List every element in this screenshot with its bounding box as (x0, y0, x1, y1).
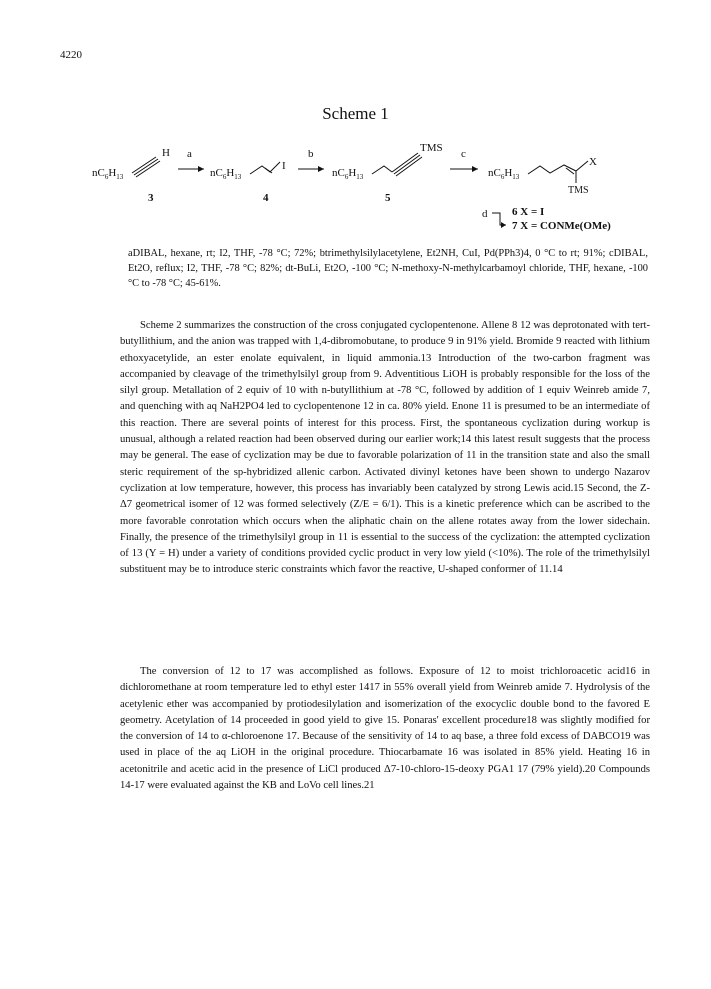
paragraph-2-text: The conversion of 12 to 17 was accomplished as follows. Exposure of 12 to moist trichloroacetic acid16 in dichloromethane at room temperature led to ethyl ester 1417 in 55% overall yield from Weinreb amide 7. Hydrolysis of the acetylenic ether was accompanied by protiodesilylation and isomerization of the exocyclic double bond to the favored E geometry. Acetylation of 14 proceeded in good yield to give 15. Ponaras' excellent procedure18 was slightly modified for the conversion of 14 to α-chloroenone 17. Because of the sensitivity of 14 to aq base, a three fold excess of DABCO19 was used in place of the aq LiOH in the original procedure. Thiocarbamate 16 was isolated in 85% yield. Heating 16 in acetonitrile and acetic acid in the presence of LiCl produced Δ7-10-chloro-15-deoxy PGA1 17 (79% yield).20 Compounds 14-17 were evaluated against the KB and LoVo cell lines.21 (120, 666, 650, 792)
compound-4-chain: $nC_6H_{13}$ (210, 167, 242, 181)
paragraph-2 (120, 664, 650, 794)
arrow-head (198, 166, 204, 172)
scheme-title: Scheme 1 (322, 104, 389, 123)
step-label-d: d (482, 208, 488, 220)
product-6: 6 X = I (512, 206, 545, 218)
page-number: 4220 (60, 49, 82, 61)
compound-label-4: 4 (263, 192, 269, 204)
atom-h: H (162, 147, 170, 159)
atom-tms-top: TMS (420, 142, 443, 154)
step-label-c: c (461, 148, 466, 160)
compound-3-chain: $nC_6H_{13}$ (92, 167, 124, 181)
arrow-head (472, 166, 478, 172)
product-7: 7 X = CONMe(OMe) (512, 220, 611, 232)
arrow-head (501, 222, 506, 228)
compound-label-3: 3 (148, 192, 154, 204)
reaction-scheme (80, 135, 640, 240)
diene-bond (528, 161, 588, 174)
paragraph-1 (120, 318, 650, 579)
step-label-b: b (308, 148, 314, 160)
step-label-a: a (187, 148, 192, 160)
atom-tms-bottom: TMS (568, 185, 589, 196)
paragraph-1-text: Scheme 2 summarizes the construction of the cross conjugated cyclopentenone. Allene 8 12 was deprotonated with tert-butyllithium, and the anion was trapped with 1,4-dibromobutane, to produce 9 in 91% yield. Bromide 9 reacted with lithium ethoxyacetylide, an ester enolate equivalent, in liquid ammonia.13 Introduction of the two-carbon fragment was accompanied by cleavage of the trimethylsilyl group from 9. Adventitious LiOH is probably responsible for the loss of the silyl group. Metallation of 2 equiv of 10 with n-butyllithium at -78 °C, followed by addition of 1 equiv Weinreb amide 7, and quenching with aq NaH2PO4 led to cyclopentenone 12 in ca. 80% yield. Enone 11 is presumed to be an intermediate of this reaction. There are several points of interest for this process. First, the spontaneous cyclization during workup is unusual, although a related reaction had been observed during our earlier work;14 this latest result suggests that the process may be general. The ease of cyclization may be due to favorable polarization of 11 in the transition state and also the small steric requirement of the sp-hybridized allenic carbon. Activated divinyl ketones have been shown to undergo Nazarov cyclization at low temperature, however, this process has invariably been catalyzed by strong Lewis acid.15 Second, the Z-Δ7 geometrical isomer of 12 was formed selectively (Z/E = 6/1). This is a kinetic preference which can be ascribed to the more favorable conrotation which occurs when the aliphatic chain on the allene rotates away from the lower sidechain. Finally, the presence of the trimethylsilyl group in 11 is essential to the success of the cyclization: the attempted cyclization of 13 (Y = H) under a variety of conditions provided cyclic product in very low yield (<10%). The role of the trimethylsilyl substituent may be to introduce steric constraints which favor the reactive, U-shaped conformer of 11.14 (120, 320, 650, 576)
compound-5-chain: $nC_6H_{13}$ (332, 167, 364, 181)
atom-x: X (589, 156, 597, 168)
alkyne-bond (136, 161, 160, 177)
alkyne-bond (132, 157, 156, 173)
enyne-bond (372, 166, 392, 174)
arrow-d (492, 213, 506, 225)
arrow-head (318, 166, 324, 172)
compound-67-chain: $nC_6H_{13}$ (488, 167, 520, 181)
compound-label-5: 5 (385, 192, 391, 204)
alkyne-bond (394, 155, 420, 174)
scheme-svg (80, 135, 640, 235)
alkyne-bond (134, 159, 158, 175)
scheme-footnote: aDIBAL, hexane, rt; I2, THF, -78 °C; 72%; btrimethylsilylacetylene, Et2NH, CuI, Pd(PPh3)4, 0 °C to rt; 91%; cDIBAL, Et2O, reflux; I2, THF, -78 °C; 82%; dt-BuLi, Et2O, -100 °C; N-methoxy-N-methylcarbamoyl chloride, THF, hexane, -100 °C to -78 °C; 45-61%. (128, 248, 648, 289)
atom-i: I (282, 160, 286, 172)
